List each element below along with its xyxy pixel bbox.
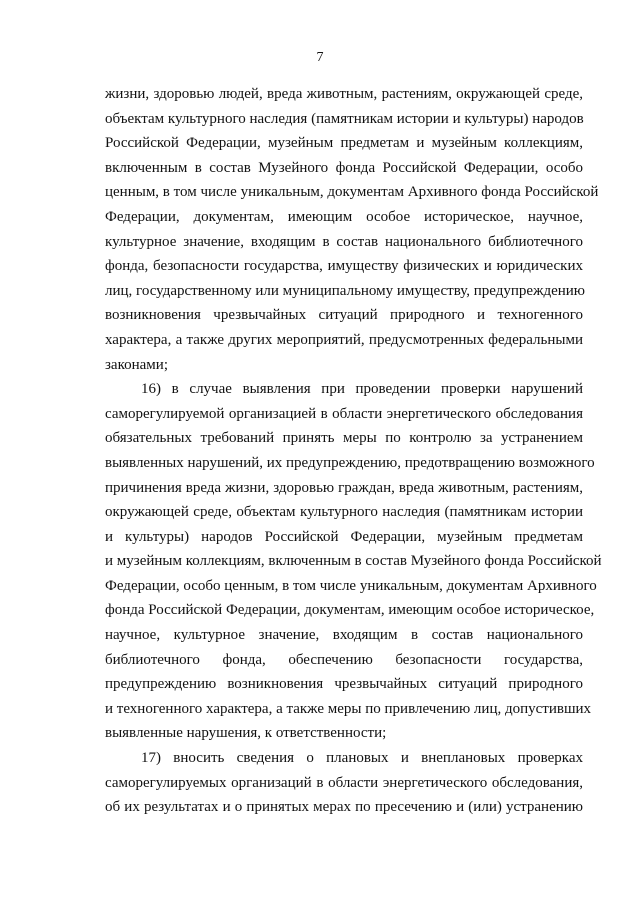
text-line: библиотечного фонда, обеспечению безопасности государства, — [105, 651, 583, 668]
text-line: Федерации, документам, имеющим особое историческое, научное, — [105, 208, 583, 225]
text-line: окружающей среде, объектам культурного наследия (памятникам истории — [105, 504, 583, 521]
text-line: научное, культурное значение, входящим в состав национального — [105, 627, 583, 644]
text-line: и музейным коллекциям, включенным в состав Музейного фонда Российской — [105, 553, 602, 570]
text-line: выявленные нарушения, к ответственности; — [105, 725, 387, 742]
text-line: саморегулируемых организаций в области энергетического обследования, — [105, 774, 583, 791]
text-line: Федерации, особо ценным, в том числе уникальным, документам Архивного — [105, 577, 597, 594]
text-line: и культуры) народов Российской Федерации, музейным предметам — [105, 528, 583, 545]
text-line: об их результатах и о принятых мерах по пресечению и (или) устранению — [105, 799, 583, 816]
text-line: выявленных нарушений, их предупреждению, предотвращению возможного — [105, 454, 595, 471]
text-line: Российской Федерации, музейным предметам и музейным коллекциям, — [105, 135, 583, 152]
text-line: возникновения чрезвычайных ситуаций природного и техногенного — [105, 307, 583, 324]
text-line: 17) вносить сведения о плановых и внеплановых проверках — [141, 750, 583, 767]
document-body — [105, 82, 602, 820]
text-line: лиц, государственному или муниципальному имуществу, предупреждению — [105, 282, 585, 299]
text-line: объектам культурного наследия (памятникам истории и культуры) народов — [105, 110, 584, 127]
text-line: фонда, безопасности государства, имуществу физических и юридических — [105, 258, 583, 275]
text-line: характера, а также других мероприятий, предусмотренных федеральными — [105, 331, 583, 348]
text-line: включенным в состав Музейного фонда Российской Федерации, особо — [105, 159, 583, 176]
text-line: ценным, в том числе уникальным, документам Архивного фонда Российской — [105, 184, 599, 201]
text-line: законами; — [105, 356, 168, 373]
text-line: и техногенного характера, а также меры по привлечению лиц, допустивших — [105, 700, 592, 717]
text-line: обязательных требований принять меры по контролю за устранением — [105, 430, 583, 447]
text-line: 16) в случае выявления при проведении проверки нарушений — [141, 381, 583, 398]
text-line: саморегулируемой организацией в области энергетического обследования — [105, 405, 583, 422]
page-number: 7 — [316, 50, 324, 65]
text-line: жизни, здоровью людей, вреда животным, растениям, окружающей среде, — [105, 86, 583, 102]
text-line: предупреждению возникновения чрезвычайных ситуаций природного — [105, 676, 583, 693]
text-line: культурное значение, входящим в состав национального библиотечного — [105, 233, 583, 250]
text-line: фонда Российской Федерации, документам, имеющим особое историческое, — [105, 602, 595, 619]
text-line: причинения вреда жизни, здоровью граждан, вреда животным, растениям, — [105, 479, 583, 496]
